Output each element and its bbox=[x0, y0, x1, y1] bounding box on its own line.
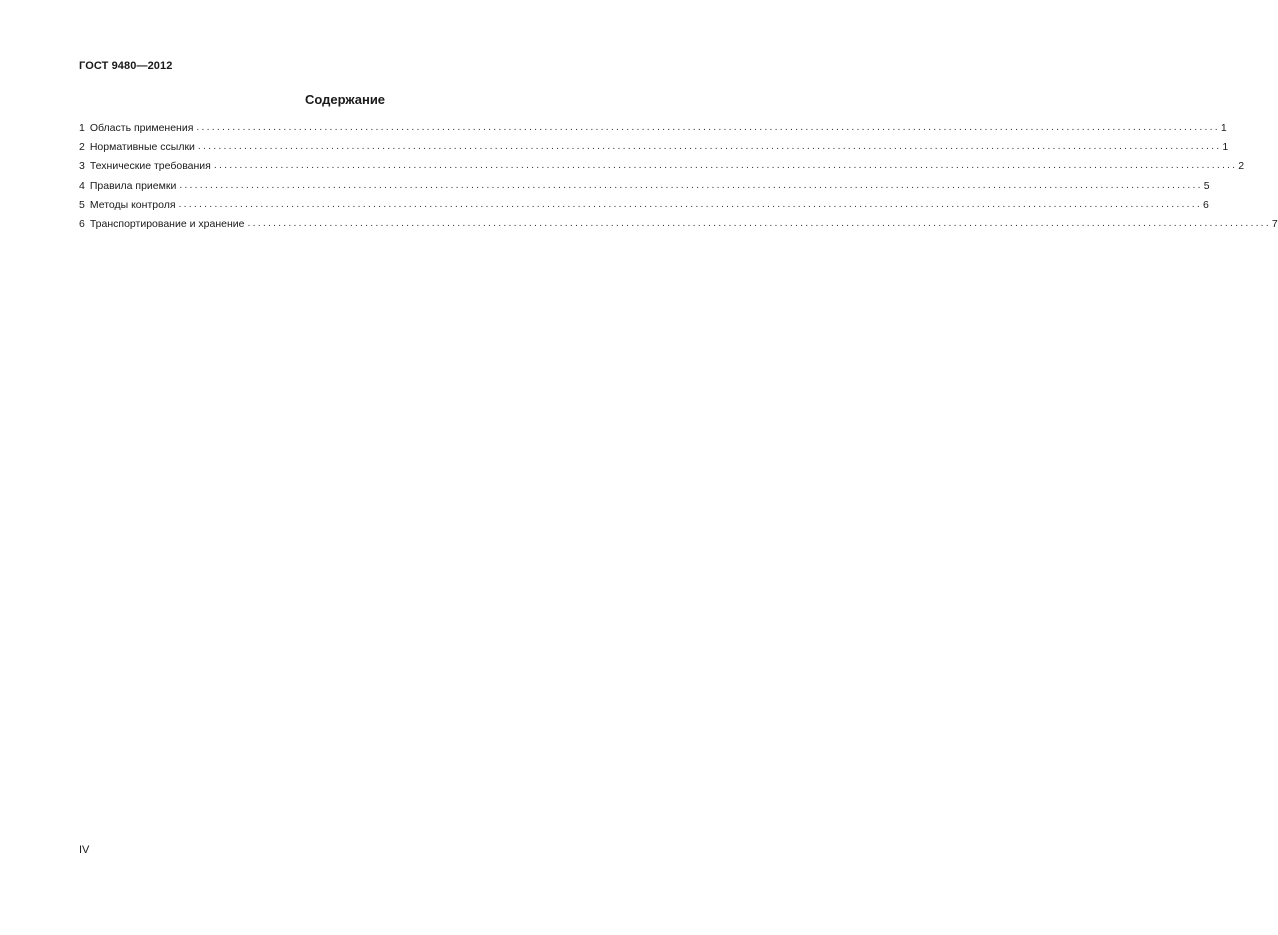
toc-item[interactable] bbox=[79, 159, 1245, 179]
toc-item[interactable] bbox=[79, 121, 1227, 141]
toc-item-title: Транспортирование и хранение bbox=[89, 217, 245, 230]
toc-dot-leader: ........................................................................................................................................................................................................ bbox=[213, 159, 1238, 172]
toc-dot-leader: ........................................................................................................................................................................................................ bbox=[179, 178, 1203, 191]
toc-item-number: 1 bbox=[79, 122, 85, 134]
toc-dot-leader: ........................................................................................................................................................................................................ bbox=[196, 121, 1220, 133]
toc-item-title: Область применения bbox=[89, 122, 194, 134]
toc-item-page: 2 bbox=[1238, 160, 1245, 173]
toc-title: Содержание bbox=[304, 92, 386, 107]
toc-item[interactable] bbox=[79, 140, 1229, 160]
toc-item-number: 6 bbox=[79, 217, 85, 230]
table-of-contents bbox=[79, 121, 1278, 237]
toc-item-page: 6 bbox=[1202, 198, 1209, 211]
toc-item-number: 5 bbox=[79, 198, 85, 211]
toc-dot-leader: ........................................................................................................................................................................................................ bbox=[247, 216, 1271, 229]
toc-item-page: 7 bbox=[1271, 217, 1278, 230]
toc-item-title: Технические требования bbox=[89, 160, 211, 173]
toc-item-title: Методы контроля bbox=[89, 198, 176, 211]
toc-item-page: 1 bbox=[1222, 141, 1229, 154]
toc-item-title: Правила приемки bbox=[89, 179, 177, 192]
toc-item[interactable] bbox=[79, 216, 1278, 237]
toc-dot-leader: ........................................................................................................................................................................................................ bbox=[178, 197, 1202, 210]
toc-dot-leader: ........................................................................................................................................................................................................ bbox=[197, 140, 1222, 153]
document-code: ГОСТ 9480—2012 bbox=[79, 60, 173, 72]
toc-item-title: Нормативные ссылки bbox=[89, 141, 195, 154]
toc-item[interactable] bbox=[79, 197, 1209, 218]
page-number: IV bbox=[79, 844, 90, 856]
toc-item-number: 4 bbox=[79, 179, 85, 192]
toc-item[interactable] bbox=[79, 178, 1210, 199]
toc-item-number: 2 bbox=[79, 141, 85, 154]
toc-item-page: 1 bbox=[1220, 122, 1227, 134]
toc-item-number: 3 bbox=[79, 160, 85, 173]
toc-item-page: 5 bbox=[1203, 179, 1210, 192]
